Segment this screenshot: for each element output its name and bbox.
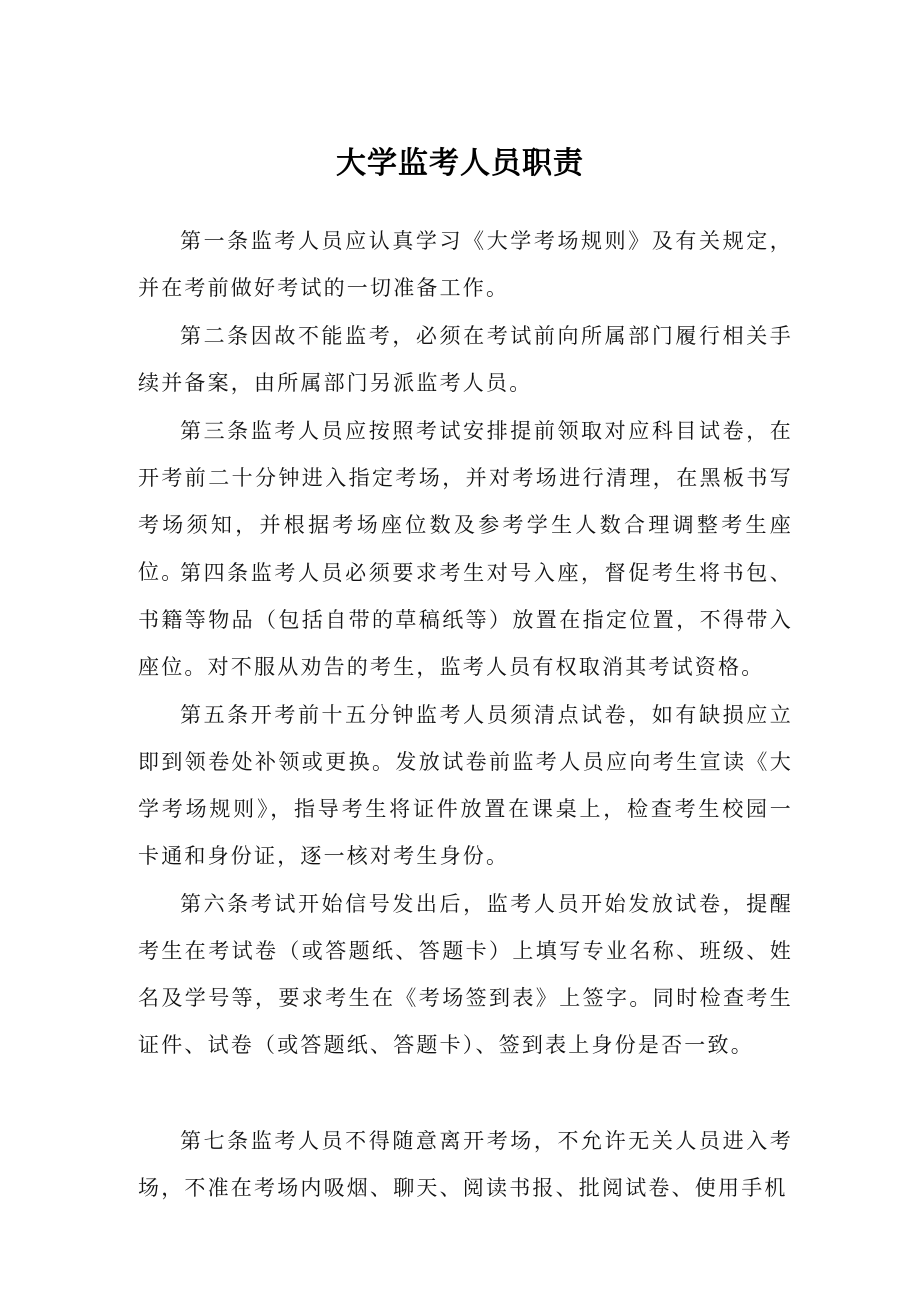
article-5: 第五条开考前十五分钟监考人员须清点试卷，如有缺损应立即到领卷处补领或更换。发放试卷前监考人员应向考生宣读《大学考场规则》，指导考生将证件放置在课桌上，检查考生校园一卡通和身份证，逐一核对考生身份。 <box>138 703 793 868</box>
article-2: 第二条因故不能监考，必须在考试前向所属部门履行相关手续并备案，由所属部门另派监考人员。 <box>138 324 793 395</box>
document-title: 大学监考人员职责 <box>336 146 584 181</box>
article-7: 第七条监考人员不得随意离开考场，不允许无关人员进入考场，不准在考场内吸烟、聊天、阅读书报、批阅试卷、使用手机 <box>138 1129 793 1200</box>
article-1: 第一条监考人员应认真学习《大学考场规则》及有关规定，并在考前做好考试的一切准备工作。 <box>138 229 793 300</box>
article-4: 第四条监考人员必须要求考生对号入座，督促考生将书包、书籍等物品（包括自带的草稿纸等）放置在指定位置，不得带入座位。对不服从劝告的考生，监考人员有权取消其考试资格。 <box>138 561 793 679</box>
article-6: 第六条考试开始信号发出后，监考人员开始发放试卷，提醒考生在考试卷（或答题纸、答题卡）上填写专业名称、班级、姓名及学号等，要求考生在《考场签到表》上签字。同时检查考生证件、试卷（或答题纸、答题卡）、签到表上身份是否一致。 <box>138 892 793 1057</box>
article-3: 第三条监考人员应按照考试安排提前领取对应科目试卷，在开考前二十分钟进入指定考场，并对考场进行清理，在黑板书写考场须知，并根据考场座位数及参考学生人数合理调整考生座位。 <box>138 419 793 584</box>
